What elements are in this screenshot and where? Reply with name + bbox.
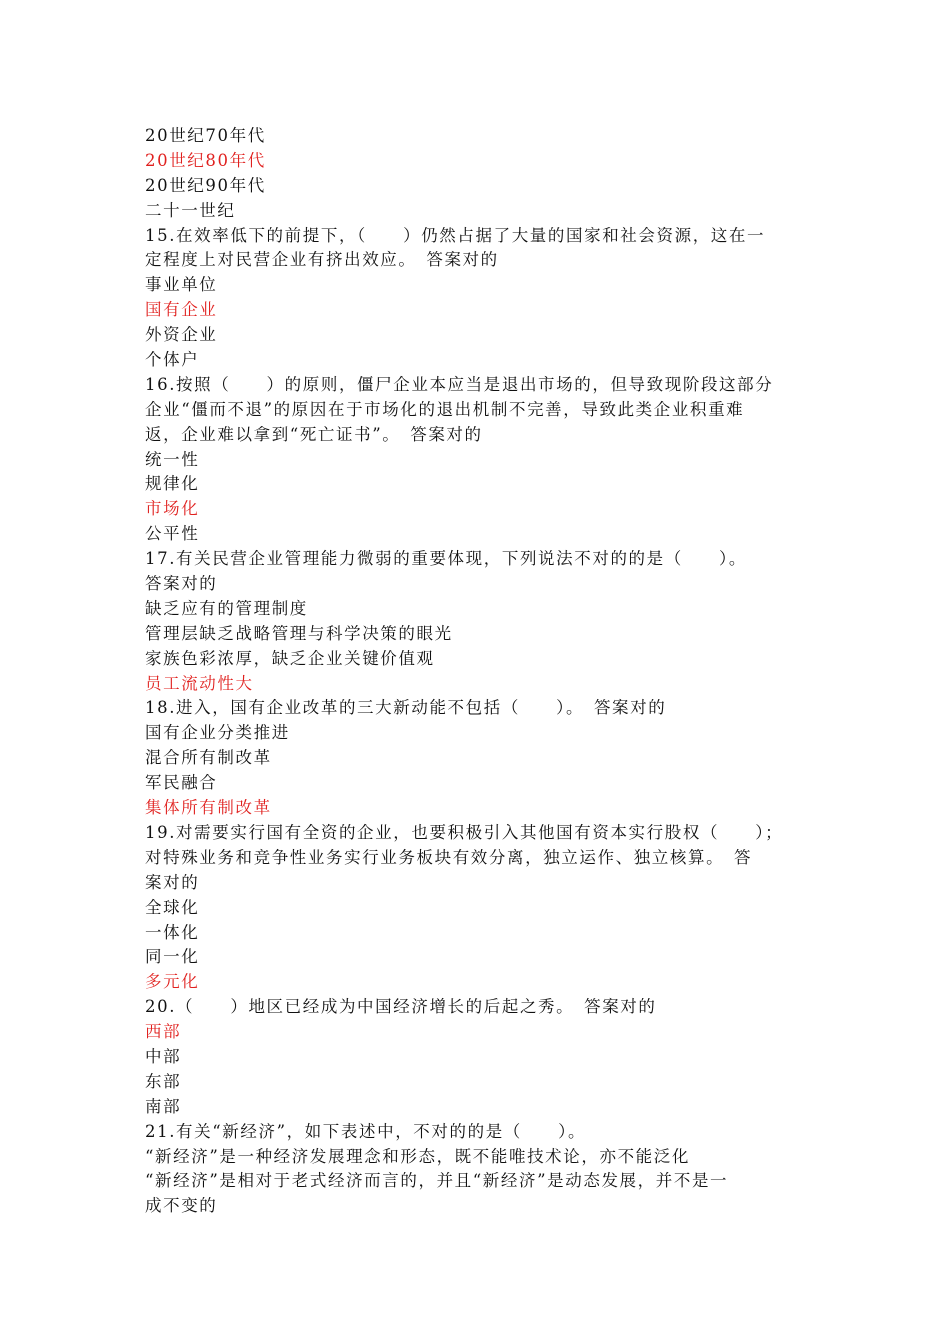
- text-line: “新经济”是相对于老式经济而言的，并且“新经济”是动态发展，并不是一: [145, 1171, 729, 1191]
- text-line: 外资企业: [145, 325, 218, 345]
- text-line: 答案对的: [145, 574, 218, 594]
- text-line: 南部: [145, 1096, 182, 1116]
- text-line: 国有企业分类推进: [145, 723, 290, 743]
- text-line: 18.进入，国有企业改革的三大新动能不包括（ ）。 答案对的: [145, 698, 667, 718]
- text-line: 20世纪90年代: [145, 175, 266, 195]
- text-line: 定程度上对民营企业有挤出效应。 答案对的: [145, 250, 499, 270]
- text-line: 对特殊业务和竞争性业务实行业务板块有效分离，独立运作、独立核算。 答: [145, 847, 753, 867]
- text-line: 事业单位: [145, 275, 218, 295]
- text-line: 军民融合: [145, 773, 218, 793]
- text-line: 20.（ ）地区已经成为中国经济增长的后起之秀。 答案对的: [145, 997, 657, 1017]
- correct-answer-line: 市场化: [145, 499, 200, 519]
- text-line: 一体化: [145, 922, 200, 942]
- text-line: 管理层缺乏战略管理与科学决策的眼光: [145, 623, 453, 643]
- text-line: 二十一世纪: [145, 200, 236, 220]
- text-line: 19.对需要实行国有全资的企业，也要积极引入其他国有资本实行股权（ ）；: [145, 822, 784, 842]
- text-line: 规律化: [145, 474, 200, 494]
- text-line: 个体户: [145, 350, 200, 370]
- text-line: 家族色彩浓厚，缺乏企业关键价值观: [145, 648, 435, 668]
- text-line: 16.按照（ ）的原则，僵尸企业本应当是退出市场的，但导致现阶段这部分: [145, 374, 774, 394]
- text-line: 东部: [145, 1071, 182, 1091]
- text-line: 同一化: [145, 947, 200, 967]
- text-line: 全球化: [145, 897, 200, 917]
- text-line: 17.有关民营企业管理能力微弱的重要体现，下列说法不对的的是（ ）。: [145, 549, 747, 569]
- correct-answer-line: 多元化: [145, 972, 200, 992]
- text-line: “新经济”是一种经济发展理念和形态，既不能唯技术论，亦不能泛化: [145, 1146, 690, 1166]
- text-line: 统一性: [145, 449, 200, 469]
- text-line: 21.有关“新经济”，如下表述中，不对的的是（ ）。: [145, 1121, 587, 1141]
- text-line: 混合所有制改革: [145, 748, 272, 768]
- correct-answer-line: 集体所有制改革: [145, 798, 272, 818]
- text-line: 公平性: [145, 524, 200, 544]
- text-line: 成不变的: [145, 1196, 218, 1216]
- correct-answer-line: 20世纪80年代: [145, 150, 266, 170]
- text-line: 中部: [145, 1046, 182, 1066]
- text-line: 20世纪70年代: [145, 126, 266, 145]
- document-body: [145, 124, 810, 1219]
- correct-answer-line: 西部: [145, 1022, 182, 1042]
- text-line: 15.在效率低下的前提下，（ ）仍然占据了大量的国家和社会资源，这在一: [145, 225, 766, 245]
- text-line: 案对的: [145, 872, 200, 892]
- correct-answer-line: 国有企业: [145, 300, 218, 320]
- correct-answer-line: 员工流动性大: [145, 673, 254, 693]
- text-line: 缺乏应有的管理制度: [145, 598, 308, 618]
- text-line: 返，企业难以拿到“死亡证书”。 答案对的: [145, 424, 483, 444]
- text-line: 企业“僵而不退”的原因在于市场化的退出机制不完善，导致此类企业积重难: [145, 399, 745, 419]
